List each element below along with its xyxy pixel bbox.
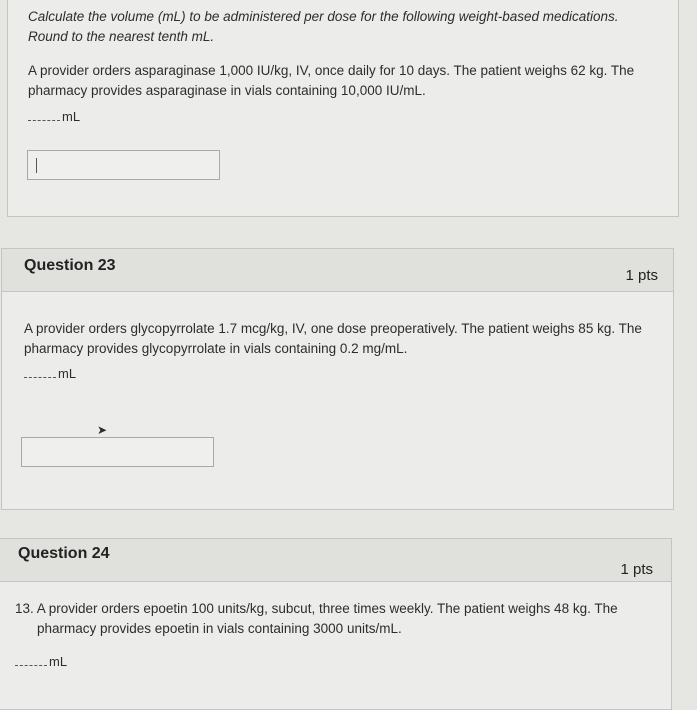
question-22-card (7, 0, 679, 217)
instructions: Calculate the volume (mL) to be administered per dose for the following weight-based medications. Round to the nearest tenth mL. (28, 9, 619, 44)
answer-input[interactable] (27, 150, 220, 180)
unit-label: mL (58, 366, 77, 381)
answer-blank (28, 109, 80, 124)
question-header (2, 249, 673, 292)
question-title: Question 23 (24, 257, 116, 274)
points: 1 pts (625, 267, 658, 284)
mouse-pointer-icon: ➤ (97, 423, 108, 437)
question-23-card (1, 248, 674, 510)
question-24-card (0, 538, 672, 710)
answer-input[interactable] (21, 437, 214, 467)
text-caret (36, 158, 37, 173)
unit-label: mL (49, 654, 68, 669)
question-text: 13. A provider orders epoetin 100 units/kg, subcut, three times weekly. The patient weighs 48 kg. The pharmacy provides epoetin in vials containing 3000 units/mL. (15, 601, 618, 636)
points: 1 pts (620, 561, 653, 578)
answer-blank (24, 366, 76, 381)
question-text: A provider orders asparaginase 1,000 IU/kg, IV, once daily for 10 days. The patient weighs 62 kg. The pharmacy provides asparaginase in vials containing 10,000 IU/mL. (28, 63, 635, 98)
question-title: Question 24 (18, 545, 110, 562)
question-header (0, 539, 671, 582)
unit-label: mL (62, 109, 81, 124)
question-text: A provider orders glycopyrrolate 1.7 mcg/kg, IV, one dose preoperatively. The patient weighs 85 kg. The pharmacy provides glycopyrrolate in vials containing 0.2 mg/mL. (24, 321, 642, 356)
answer-blank (15, 654, 67, 669)
